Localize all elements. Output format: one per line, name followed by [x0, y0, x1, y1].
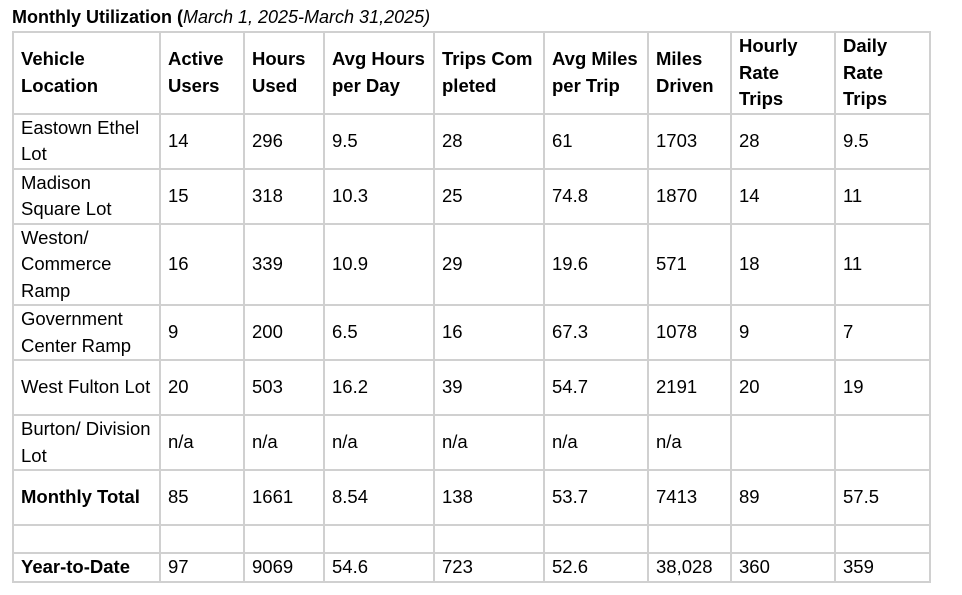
title-bold: Monthly Utilization (	[12, 7, 183, 27]
table-cell: 74.8	[544, 169, 648, 224]
table-row	[13, 415, 930, 470]
table-cell: 296	[244, 114, 324, 169]
table-cell: 339	[244, 224, 324, 306]
table-cell: 54.6	[324, 553, 434, 582]
row-label-cell: Government Center Ramp	[13, 305, 160, 360]
row-label-cell: West Fulton Lot	[13, 360, 160, 415]
table-cell: n/a	[544, 415, 648, 470]
table-cell: 53.7	[544, 470, 648, 525]
table-cell: 8.54	[324, 470, 434, 525]
table-cell: 14	[731, 169, 835, 224]
table-cell: 9	[731, 305, 835, 360]
table-cell	[160, 525, 244, 553]
table-cell: 360	[731, 553, 835, 582]
table-cell: 20	[160, 360, 244, 415]
table-cell: n/a	[160, 415, 244, 470]
table-cell: 138	[434, 470, 544, 525]
table-cell	[731, 415, 835, 470]
table-cell: 11	[835, 169, 930, 224]
column-header: Miles Driven	[648, 32, 731, 114]
table-title	[12, 6, 430, 28]
row-label-cell: Burton/ Division Lot	[13, 415, 160, 470]
table-cell: 9.5	[835, 114, 930, 169]
table-cell: n/a	[434, 415, 544, 470]
table-cell: 19	[835, 360, 930, 415]
table-cell: 6.5	[324, 305, 434, 360]
header-row	[13, 32, 930, 114]
table-row	[13, 224, 930, 306]
table-cell: 39	[434, 360, 544, 415]
table-cell: 723	[434, 553, 544, 582]
table-cell: 571	[648, 224, 731, 306]
table-row	[13, 470, 930, 525]
table-cell: 9	[160, 305, 244, 360]
table-row	[13, 114, 930, 169]
table-cell	[648, 525, 731, 553]
table-cell: n/a	[324, 415, 434, 470]
table-cell: 97	[160, 553, 244, 582]
row-label-cell: Eastown Ethel Lot	[13, 114, 160, 169]
table-cell	[835, 415, 930, 470]
title-date-range: March 1, 2025-March 31,2025)	[182, 7, 431, 27]
table-cell: 7	[835, 305, 930, 360]
table-cell: 52.6	[544, 553, 648, 582]
table-cell: 89	[731, 470, 835, 525]
row-label-cell: Madison Square Lot	[13, 169, 160, 224]
table-cell: 11	[835, 224, 930, 306]
column-header: Hours Used	[244, 32, 324, 114]
row-label-cell: Weston/ Commerce Ramp	[13, 224, 160, 306]
column-header: Avg Miles per Trip	[544, 32, 648, 114]
table-cell: 1661	[244, 470, 324, 525]
column-header: Trips Completed	[434, 32, 544, 114]
table-cell: 18	[731, 224, 835, 306]
table-cell: 1870	[648, 169, 731, 224]
table-cell	[731, 525, 835, 553]
table-cell: 1078	[648, 305, 731, 360]
column-header: Active Users	[160, 32, 244, 114]
column-header: Vehicle Location	[13, 32, 160, 114]
table-cell: 1703	[648, 114, 731, 169]
table-cell: 14	[160, 114, 244, 169]
table-cell: 7413	[648, 470, 731, 525]
table-cell: 28	[434, 114, 544, 169]
table-cell: 9069	[244, 553, 324, 582]
table-cell: 503	[244, 360, 324, 415]
table-cell: 10.9	[324, 224, 434, 306]
utilization-table	[12, 31, 931, 583]
table-cell: 20	[731, 360, 835, 415]
table-cell: 200	[244, 305, 324, 360]
table-cell: 85	[160, 470, 244, 525]
table-cell: 61	[544, 114, 648, 169]
table-cell: 54.7	[544, 360, 648, 415]
table-cell: 10.3	[324, 169, 434, 224]
table-row	[13, 525, 930, 553]
column-header: Hourly Rate Trips	[731, 32, 835, 114]
table-cell	[434, 525, 544, 553]
row-label-cell	[13, 525, 160, 553]
table-cell	[544, 525, 648, 553]
table-cell: 318	[244, 169, 324, 224]
table-cell: n/a	[244, 415, 324, 470]
table-cell: 19.6	[544, 224, 648, 306]
table-cell: 38,028	[648, 553, 731, 582]
table-row	[13, 305, 930, 360]
table-cell: 9.5	[324, 114, 434, 169]
table-cell: 15	[160, 169, 244, 224]
table-cell: 2191	[648, 360, 731, 415]
table-cell	[324, 525, 434, 553]
table-cell: 16.2	[324, 360, 434, 415]
table-cell: 25	[434, 169, 544, 224]
table-row	[13, 360, 930, 415]
row-label-cell: Monthly Total	[13, 470, 160, 525]
table-cell: 16	[434, 305, 544, 360]
table-cell: n/a	[648, 415, 731, 470]
column-header: Daily Rate Trips	[835, 32, 930, 114]
table-cell: 57.5	[835, 470, 930, 525]
column-header: Avg Hours per Day	[324, 32, 434, 114]
table-row	[13, 553, 930, 582]
table-row	[13, 169, 930, 224]
row-label-cell: Year-to-Date	[13, 553, 160, 582]
table-cell	[244, 525, 324, 553]
table-cell: 16	[160, 224, 244, 306]
table-cell: 28	[731, 114, 835, 169]
table-cell	[835, 525, 930, 553]
table-cell: 29	[434, 224, 544, 306]
table-cell: 67.3	[544, 305, 648, 360]
table-cell: 359	[835, 553, 930, 582]
